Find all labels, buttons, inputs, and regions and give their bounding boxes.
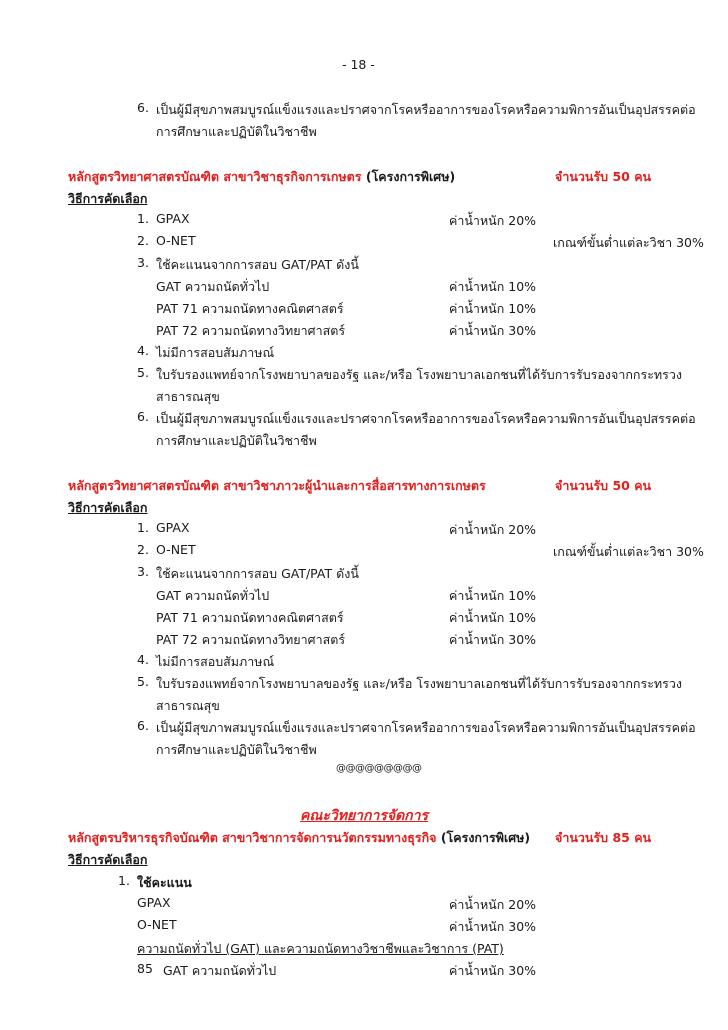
program2-item-weight: ค่าน้ำหนัก 20% <box>449 522 537 537</box>
program3-gat-code: 85 <box>137 961 153 976</box>
program1-item-number: 5. <box>137 365 149 380</box>
program1-item-text: O-NET <box>156 233 196 248</box>
program2-item-text-cont: สาธารณสุข <box>156 698 220 713</box>
program3-title-text: หลักสูตรบริหารธุรกิจบัณฑิต สาขาวิชาการจัดการนวัตกรรมทางธุรกิจ <box>68 830 437 845</box>
program2-item-text: เป็นผู้มีสุขภาพสมบูรณ์แข็งแรงและปราศจากโรคหรืออาการของโรคหรือความพิการอันเป็นอุปสรรคต่อ <box>156 720 696 735</box>
program1-title-text: หลักสูตรวิทยาศาสตรบัณฑิต สาขาวิชาธุรกิจการเกษตร <box>68 169 362 184</box>
program3-gat-label: GAT ความถนัดทั่วไป <box>163 963 277 978</box>
program1-subitem-weight: ค่าน้ำหนัก 30% <box>449 323 537 338</box>
program2-item-text: O-NET <box>156 542 196 557</box>
program1-item-text: ใบรับรองแพทย์จากโรงพยาบาลของรัฐ และ/หรือ โรงพยาบาลเอกชนที่ได้รับการรับรองจากกระทรวง <box>156 367 682 382</box>
program2-subitem: GAT ความถนัดทั่วไป <box>156 588 270 603</box>
program1-item-number: 2. <box>137 233 149 248</box>
program1-title <box>68 167 455 187</box>
program2-item-text-cont: การศึกษาและปฏิบัติในวิชาชีพ <box>156 742 317 757</box>
program2-item-text: GPAX <box>156 520 190 535</box>
faculty-heading: คณะวิทยาการจัดการ <box>300 808 429 824</box>
program1-item-text: ใช้คะแนนจากการสอบ GAT/PAT ดังนี้ <box>156 257 359 272</box>
program2-item-text: ใบรับรองแพทย์จากโรงพยาบาลของรัฐ และ/หรือ โรงพยาบาลเอกชนที่ได้รับการรับรองจากกระทรวง <box>156 676 682 691</box>
program2-subitem: PAT 71 ความถนัดทางคณิตศาสตร์ <box>156 610 344 625</box>
program2-subitem-weight: ค่าน้ำหนัก 10% <box>449 588 537 603</box>
program1-item-number: 3. <box>137 255 149 270</box>
program2-item-text: ไม่มีการสอบสัมภาษณ์ <box>156 654 275 669</box>
program3-gpax: GPAX <box>137 895 171 910</box>
program2-item-text: ใช้คะแนนจากการสอบ GAT/PAT ดังนี้ <box>156 566 359 581</box>
program1-item-text: เป็นผู้มีสุขภาพสมบูรณ์แข็งแรงและปราศจากโรคหรืออาการของโรคหรือความพิการอันเป็นอุปสรรคต่อ <box>156 411 696 426</box>
program1-item-text: GPAX <box>156 211 190 226</box>
program3-gatpat-heading: ความถนัดทั่วไป (GAT) และความถนัดทางวิชาชีพและวิชาการ (PAT) <box>137 941 504 956</box>
program2-subitem-weight: ค่าน้ำหนัก 10% <box>449 610 537 625</box>
program3-onet-weight: ค่าน้ำหนัก 30% <box>449 919 537 934</box>
program1-item-number: 6. <box>137 409 149 424</box>
separator: @@@@@@@@@ <box>336 763 422 774</box>
program3-title-suffix: (โครงการพิเศษ) <box>436 830 531 845</box>
program3-gpax-weight: ค่าน้ำหนัก 20% <box>449 897 537 912</box>
program2-method-label: วิธีการคัดเลือก <box>68 500 148 515</box>
program1-subitem: GAT ความถนัดทั่วไป <box>156 279 270 294</box>
program1-item-text: ไม่มีการสอบสัมภาษณ์ <box>156 345 275 360</box>
program1-quota: จำนวนรับ 50 คน <box>555 169 652 184</box>
intro-item-line1: เป็นผู้มีสุขภาพสมบูรณ์แข็งแรงและปราศจากโรคหรืออาการของโรคหรือความพิการอันเป็นอุปสรรคต่อ <box>156 102 696 117</box>
program1-item-number: 1. <box>137 211 149 226</box>
program2-item-number: 4. <box>137 652 149 667</box>
program1-item-weight: ค่าน้ำหนัก 20% <box>449 213 537 228</box>
program2-quota: จำนวนรับ 50 คน <box>555 478 652 493</box>
program1-title-suffix: (โครงการพิเศษ) <box>361 169 456 184</box>
program1-subitem-weight: ค่าน้ำหนัก 10% <box>449 279 537 294</box>
program2-title: หลักสูตรวิทยาศาสตรบัณฑิต สาขาวิชาภาวะผู้นำและการสื่อสารทางการเกษตร <box>68 478 486 493</box>
intro-item-number: 6. <box>137 100 149 115</box>
program2-item-number: 1. <box>137 520 149 535</box>
program2-item-number: 2. <box>137 542 149 557</box>
program2-subitem: PAT 72 ความถนัดทางวิทยาศาสตร์ <box>156 632 346 647</box>
program1-subitem-weight: ค่าน้ำหนัก 10% <box>449 301 537 316</box>
program1-item-weight: เกณฑ์ขั้นต่ำแต่ละวิชา 30% <box>553 235 704 250</box>
program1-item-text-cont: การศึกษาและปฏิบัติในวิชาชีพ <box>156 433 317 448</box>
program2-item-number: 5. <box>137 674 149 689</box>
program3-gat-weight: ค่าน้ำหนัก 30% <box>449 963 537 978</box>
program1-item-number: 4. <box>137 343 149 358</box>
program2-subitem-weight: ค่าน้ำหนัก 30% <box>449 632 537 647</box>
program3-method-label: วิธีการคัดเลือก <box>68 852 148 867</box>
program3-title <box>68 828 530 848</box>
page-number: - 18 - <box>342 57 375 72</box>
program3-item-text: ใช้คะแนน <box>137 875 192 890</box>
program1-subitem: PAT 71 ความถนัดทางคณิตศาสตร์ <box>156 301 344 316</box>
program2-item-number: 3. <box>137 564 149 579</box>
program3-quota: จำนวนรับ 85 คน <box>555 830 652 845</box>
program2-item-number: 6. <box>137 718 149 733</box>
program2-item-weight: เกณฑ์ขั้นต่ำแต่ละวิชา 30% <box>553 544 704 559</box>
program3-item-number: 1. <box>118 873 130 888</box>
program3-onet: O-NET <box>137 917 177 932</box>
program1-method-label: วิธีการคัดเลือก <box>68 191 148 206</box>
program1-item-text-cont: สาธารณสุข <box>156 389 220 404</box>
intro-item-line2: การศึกษาและปฏิบัติในวิชาชีพ <box>156 124 317 139</box>
program1-subitem: PAT 72 ความถนัดทางวิทยาศาสตร์ <box>156 323 346 338</box>
